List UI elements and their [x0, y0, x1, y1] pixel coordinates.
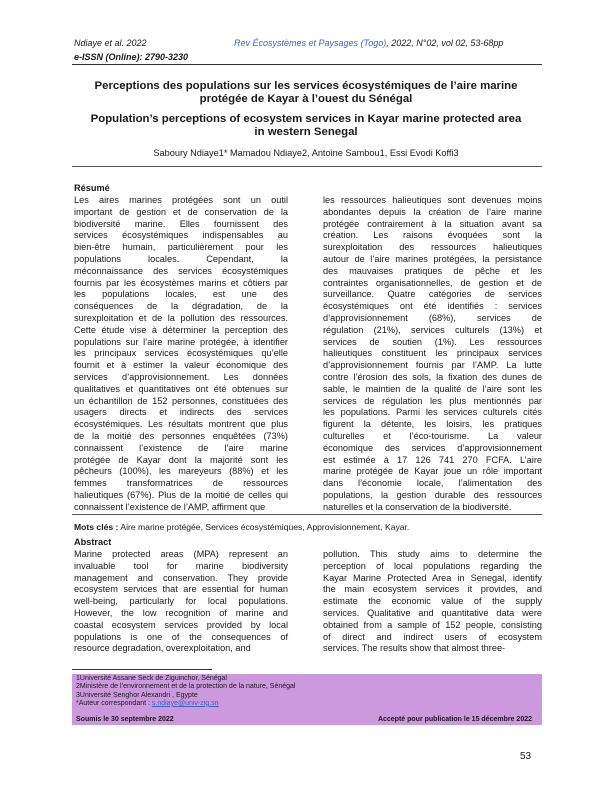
resume-column-right [323, 195, 542, 514]
authors: Saboury Ndiaye1* Mamadou Ndiaye2, Antoine Sambou1, Essi Evodi Koffi3 [153, 148, 459, 158]
text-line: économique des services d’approvisionnement [323, 442, 542, 453]
text-line: les populations locales, est une des [74, 289, 288, 300]
affiliations-box [72, 674, 542, 725]
header-journal [234, 38, 503, 48]
text-line: contre l’érosion des sols, la fixation des dunes de [323, 371, 542, 382]
text-line: services de soutien (1%). Les ressources [323, 336, 542, 347]
text-line: contraintes organisationnelles, de gestion et de [323, 277, 542, 288]
resume-column-left [74, 195, 288, 514]
text-line: les principaux services écosystémiques qu’elle [74, 348, 288, 359]
text-line: qualitatives et quantitatives ont été obtenues sur [74, 383, 288, 394]
correspondent-label: *Auteur correspondant : [76, 699, 152, 707]
text-line: important de gestion et de conservation de la [74, 206, 288, 217]
text-line: ecosystem services that are essential for human [74, 584, 288, 595]
correspondent [76, 700, 538, 708]
dates-row [76, 716, 538, 724]
text-line: figurent la détente, les loisirs, les pratiques [323, 419, 542, 430]
text-line: conséquences de la dégradation, de la [74, 301, 288, 312]
text-line: femmes transformatrices de ressources [74, 478, 288, 489]
text-line: biodiversité marine. Elles fournissent des [74, 218, 288, 229]
text-line: les ressources halieutiques sont devenues moins [323, 195, 542, 205]
affiliation: 1Université Assane Seck de Ziguinchor, Sénégal [76, 675, 227, 682]
text-line: populations sur l’aire marine protégée, à identifier [74, 336, 288, 347]
text-line: écosystémiques ont été identifiés : services [323, 301, 542, 312]
text-line: populations, la gestion durable des ressources [323, 489, 542, 500]
text-line: protégée contrairement à la situation avant sa [323, 218, 542, 229]
header-issn: e-ISSN (Online): 2790-3230 [74, 52, 189, 62]
text-line: autour de l’aire marines protégées, la persistance [323, 253, 542, 264]
text-line: services d’approvisionnement. Les données [74, 371, 288, 382]
text-line: d’approvisionnement (68%), services de [323, 312, 542, 323]
abstract-column-right [323, 549, 542, 655]
text-line: perception of local populations regarding the [323, 560, 542, 571]
text-line: the main ecosystem services it provides, and [323, 584, 542, 595]
text-line: services écosystémiques indispensables au [74, 230, 288, 241]
text-line: of direct and indirect users of ecosystem [323, 631, 542, 642]
text-line: estimate the economic value of the supply [323, 596, 542, 607]
text-line: populations locales. Cependant, la [74, 253, 288, 264]
text-line: bien-être humain, particulièrement pour les [74, 242, 288, 253]
text-line: halieutiques constituent les principaux services [323, 348, 542, 359]
text-line: abondantes depuis la création de l’aire marine [323, 206, 542, 217]
abstract-column-left [74, 549, 288, 655]
text-line: d’approvisionnement fournis par l’AMP. La lutte [323, 360, 542, 371]
text-line: well-being, particularly for local populations. [74, 596, 288, 607]
text-line: connaissent l’existence de l’aire marine [74, 442, 288, 453]
text-line: connaissent l’existence de l’AMP, affirment que [74, 501, 266, 512]
title-french [74, 80, 538, 106]
text-line: un échantillon de 152 personnes, constituées des [74, 395, 288, 406]
text-line: halieutiques (67%). Plus de la moitié de celles qui [74, 489, 288, 500]
accepted-date: Accepté pour publication le 15 décembre 2022 [377, 715, 532, 723]
header-divider [72, 64, 542, 65]
title-french-line: protégée de Kayar à l’ouest du Sénégal [199, 93, 413, 105]
text-line: dans l’économie locale, l’alimentation des [323, 478, 542, 489]
text-line: obtained from a sample of 152 people, consisting [323, 619, 542, 630]
text-line: Cette étude vise à déterminer la perception des [74, 324, 288, 335]
text-line: populations is one of the consequences of [74, 631, 288, 642]
text-line: de la moitié des personnes enquêtées (73%) [74, 430, 288, 441]
text-line: fournis par les écosystèmes marins et côtiers par [74, 277, 288, 288]
keywords-text: Aire marine protégée, Services écosystémiques, Approvisionnement, Kayar. [118, 522, 410, 532]
text-line: Marine protected areas (MPA) represent an [74, 549, 288, 559]
text-line: usagers directs et indirects des services [74, 407, 288, 418]
header-citation: Ndiaye et al. 2022 [74, 38, 147, 48]
abstract-heading: Abstract [74, 537, 112, 547]
text-line: naturelles et la conservation de la biodiversité. [323, 501, 512, 512]
page-number: 53 [520, 751, 532, 762]
text-line: des mauvaises pratiques de pêche et les [323, 265, 542, 276]
text-line: invaluable tool for marine biodiversity [74, 560, 288, 571]
text-line: services. The results show that almost three- [323, 643, 506, 654]
submitted-date: Soumis le 30 septembre 2022 [76, 715, 174, 723]
keywords [74, 522, 409, 532]
text-line: services de régulation les plus mentionnés par [323, 395, 542, 406]
text-line: resource degradation, overexploitation, and [74, 643, 251, 654]
journal-details: , 2022, N°02, vol 02, 53-68pp [386, 38, 504, 48]
text-line: surexploitation des ressources halieutiques [323, 242, 542, 253]
resume-heading: Résumé [74, 183, 110, 193]
text-line: Kayar Marine Protected Area in Senegal, identify [323, 572, 542, 583]
text-line: management and conservation. They provide [74, 572, 288, 583]
section-divider [72, 166, 542, 167]
correspondent-email-link[interactable]: s.ndiaye@univ-zig.sn [151, 699, 219, 707]
text-line: culturelles et l’éco-tourisme. La valeur [323, 430, 542, 441]
text-line: pollution. This study aims to determine the [323, 549, 542, 559]
text-line: However, the low recognition of marine and [74, 607, 288, 618]
title-english [74, 113, 538, 139]
title-english-line: in western Senegal [254, 126, 358, 138]
text-line: Les aires marines protégées sont un outil [74, 195, 288, 205]
text-line: surveillance. Quatre catégories de services [323, 289, 542, 300]
text-line: surexploitation et de la pollution des ressources. [74, 312, 288, 323]
text-line: régulation (21%), services culturels (13%) et [323, 324, 542, 335]
text-line: les populations. Parmi les services culturels cités [323, 407, 542, 418]
footnote-divider [72, 669, 212, 670]
text-line: services. Qualitative and quantitative data were [323, 607, 542, 618]
title-english-line: Population’s perceptions of ecosystem services in Kayar marine protected area [90, 113, 522, 125]
text-line: écosystémiques. Les résultats montrent que plus [74, 419, 288, 430]
text-line: création. Les raisons évoquées sont la [323, 230, 542, 241]
text-line: fournit et à estimer la valeur économique des [74, 360, 288, 371]
title-french-line: Perceptions des populations sur les services écosystémiques de l’aire marine [94, 80, 518, 92]
text-line: protégée de Kayar dont la majorité sont les [74, 454, 288, 465]
text-line: est estimée à 17 126 741 270 FCFA. L’aire [323, 454, 542, 465]
text-line: sable, le maintien de la qualité de l’aire sont les [323, 383, 542, 394]
journal-link[interactable]: Rev Écosystèmes et Paysages (Togo) [234, 38, 387, 48]
keywords-divider [72, 514, 542, 515]
text-line: marine protégée de Kayar joue un rôle important [323, 466, 542, 477]
text-line: pêcheurs (100%), les mareyeurs (88%) et les [74, 466, 288, 477]
affiliation: 3Université Senghor Alexandri , Egypte [76, 691, 198, 699]
text-line: méconnaissance des services écosystémiques [74, 265, 288, 276]
affiliation: 2Ministère de l’environnement et de la protection de la nature, Sénégal [76, 683, 296, 691]
keywords-label: Mots clés : [74, 522, 119, 532]
text-line: coastal ecosystem services provided by local [74, 619, 288, 630]
